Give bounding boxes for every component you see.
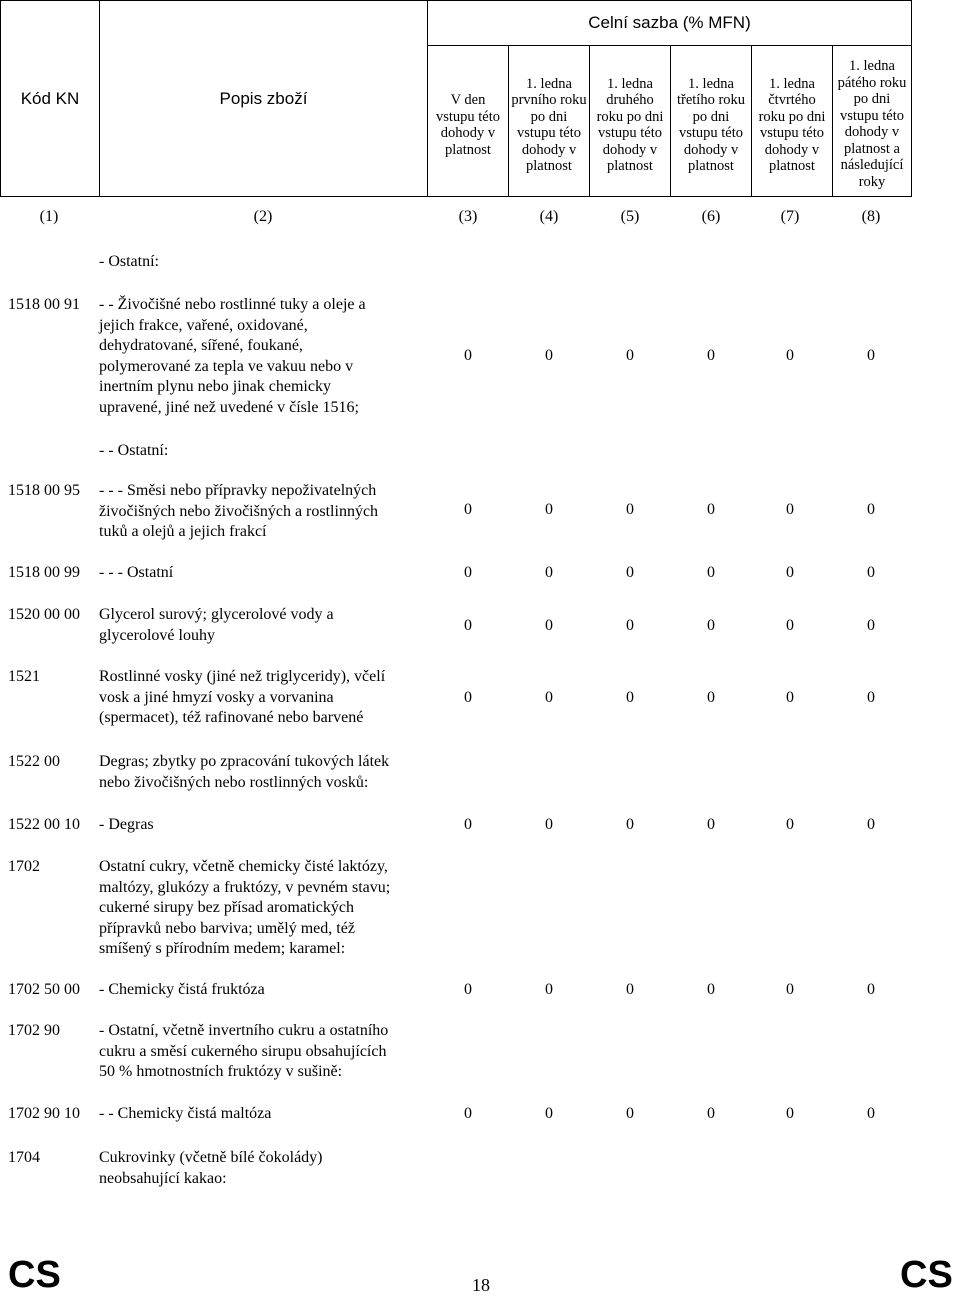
kn-code: 1522 00: [8, 753, 60, 770]
kn-code: 1704: [8, 1149, 40, 1166]
header-stage-4: 1. ledna čtvrtého roku po dni vstupu této dohody v platnost: [758, 75, 826, 174]
kn-code: 1522 00 10: [8, 816, 80, 833]
duty-rate: 0: [707, 347, 715, 364]
duty-rate: 0: [464, 564, 472, 581]
header-stage-5: 1. ledna pátého roku po dni vstupu této dohody v platnost a následující roky: [837, 58, 907, 190]
column-number: (7): [780, 208, 800, 225]
duty-rate: 0: [545, 501, 553, 518]
duty-rate: 0: [786, 816, 794, 833]
duty-rate: 0: [867, 816, 875, 833]
duty-rate: 0: [464, 816, 472, 833]
duty-rate: 0: [626, 564, 634, 581]
goods-description: - Ostatní, včetně invertního cukru a ostatního cukru a směsí cukerného sirupu obsahujících 50 % hmotnostních fruktózy v sušině:: [99, 1022, 389, 1080]
goods-description: - - Ostatní:: [99, 442, 169, 459]
duty-rate: 0: [707, 564, 715, 581]
column-number: (3): [458, 208, 478, 225]
duty-rate: 0: [545, 689, 553, 706]
kn-code: 1702: [8, 858, 40, 875]
goods-description: - - Živočišné nebo rostlinné tuky a oleje a jejich frakce, vařené, oxidované, dehydratované, sířené, foukané, polymerované za tepla ve vakuu nebo v inertním plynu nebo jinak chemicky upravené, jiné než uvedené v čísle 1516;: [99, 296, 366, 416]
kn-code: 1702 90: [8, 1022, 60, 1039]
duty-rate: 0: [464, 347, 472, 364]
duty-rate: 0: [786, 501, 794, 518]
duty-rate: 0: [867, 617, 875, 634]
column-number: (6): [701, 208, 721, 225]
header-stage-1: 1. ledna prvního roku po dni vstupu této dohody v platnost: [511, 75, 587, 174]
header-border-bottom: [0, 196, 912, 197]
goods-description: Ostatní cukry, včetně chemicky čisté laktózy, maltózy, glukózy a fruktózy, v pevném stavu; cukerné sirupy bez přísad aromatických přípravků nebo barviva; umělý med, též smíšený s přírodním medem; karamel:: [99, 858, 391, 957]
duty-rate: 0: [867, 564, 875, 581]
duty-rate: 0: [867, 347, 875, 364]
duty-rate: 0: [786, 1105, 794, 1122]
goods-description: - - - Ostatní: [99, 564, 174, 581]
header-stage-2: 1. ledna druhého roku po dni vstupu této dohody v platnost: [596, 75, 664, 174]
duty-rate: 0: [707, 1105, 715, 1122]
duty-rate: 0: [867, 1105, 875, 1122]
kn-code: 1520 00 00: [8, 606, 80, 623]
duty-rate: 0: [545, 981, 553, 998]
column-number: (1): [39, 208, 59, 225]
goods-description: Glycerol surový; glycerolové vody a glycerolové louhy: [99, 606, 334, 644]
duty-rate: 0: [786, 981, 794, 998]
duty-rate: 0: [464, 981, 472, 998]
duty-rate: 0: [626, 689, 634, 706]
goods-description: - Chemicky čistá fruktóza: [99, 981, 265, 998]
goods-description: - - - Směsi nebo přípravky nepoživatelných živočišných nebo živočišných a rostlinných tuků a olejů a jejich frakcí: [99, 482, 379, 540]
duty-rate: 0: [867, 981, 875, 998]
goods-description: - Degras: [99, 816, 154, 833]
header-kod-kn: Kód KN: [20, 88, 80, 108]
page-number: 18: [472, 1275, 490, 1295]
column-number: (2): [253, 208, 273, 225]
duty-rate: 0: [464, 617, 472, 634]
footer-language-mark-right: CS: [900, 1254, 953, 1296]
footer-language-mark-left: CS: [8, 1254, 61, 1296]
column-number: (5): [620, 208, 640, 225]
kn-code: 1518 00 91: [8, 296, 80, 313]
header-group-title: Celní sazba (% MFN): [588, 13, 751, 32]
goods-description: Rostlinné vosky (jiné než triglyceridy), včelí vosk a jiné hmyzí vosky a vorvanina (spermacet), též rafinované nebo barvené: [99, 668, 386, 726]
duty-rate: 0: [786, 564, 794, 581]
kn-code: 1702 90 10: [8, 1105, 80, 1122]
kn-code: 1518 00 95: [8, 482, 80, 499]
duty-rate: 0: [707, 617, 715, 634]
duty-rate: 0: [626, 1105, 634, 1122]
goods-description: - - Chemicky čistá maltóza: [99, 1105, 272, 1122]
kn-code: 1702 50 00: [8, 981, 80, 998]
duty-rate: 0: [545, 347, 553, 364]
duty-rate: 0: [786, 347, 794, 364]
column-number: (4): [539, 208, 559, 225]
goods-description: Cukrovinky (včetně bílé čokolády) neobsahující kakao:: [99, 1149, 323, 1187]
duty-rate: 0: [786, 689, 794, 706]
duty-rate: 0: [464, 501, 472, 518]
column-numbers: [0, 208, 960, 230]
duty-rate: 0: [464, 1105, 472, 1122]
duty-rate: 0: [867, 501, 875, 518]
duty-rate: 0: [545, 1105, 553, 1122]
header-border-right: [911, 0, 912, 197]
column-number: (8): [861, 208, 881, 225]
header-popis-zbozi: Popis zboží: [219, 88, 308, 108]
duty-rate: 0: [707, 816, 715, 833]
goods-description: Degras; zbytky po zpracování tukových látek nebo živočišných nebo rostlinných vosků:: [99, 753, 390, 791]
kn-code: 1518 00 99: [8, 564, 80, 581]
header-stage-0: V den vstupu této dohody v platnost: [435, 92, 501, 158]
duty-rate: 0: [707, 689, 715, 706]
duty-rate: 0: [626, 501, 634, 518]
duty-rate: 0: [626, 347, 634, 364]
duty-rate: 0: [545, 617, 553, 634]
duty-rate: 0: [626, 981, 634, 998]
duty-rate: 0: [786, 617, 794, 634]
duty-rate: 0: [626, 816, 634, 833]
duty-rate: 0: [545, 816, 553, 833]
kn-code: 1521: [8, 668, 40, 685]
duty-rate: 0: [626, 617, 634, 634]
duty-rate: 0: [707, 981, 715, 998]
header-stage-3: 1. ledna třetího roku po dni vstupu této dohody v platnost: [676, 75, 746, 174]
duty-rate: 0: [707, 501, 715, 518]
duty-rate: 0: [867, 689, 875, 706]
goods-description: - Ostatní:: [99, 253, 159, 270]
duty-rate: 0: [545, 564, 553, 581]
duty-rate: 0: [464, 689, 472, 706]
